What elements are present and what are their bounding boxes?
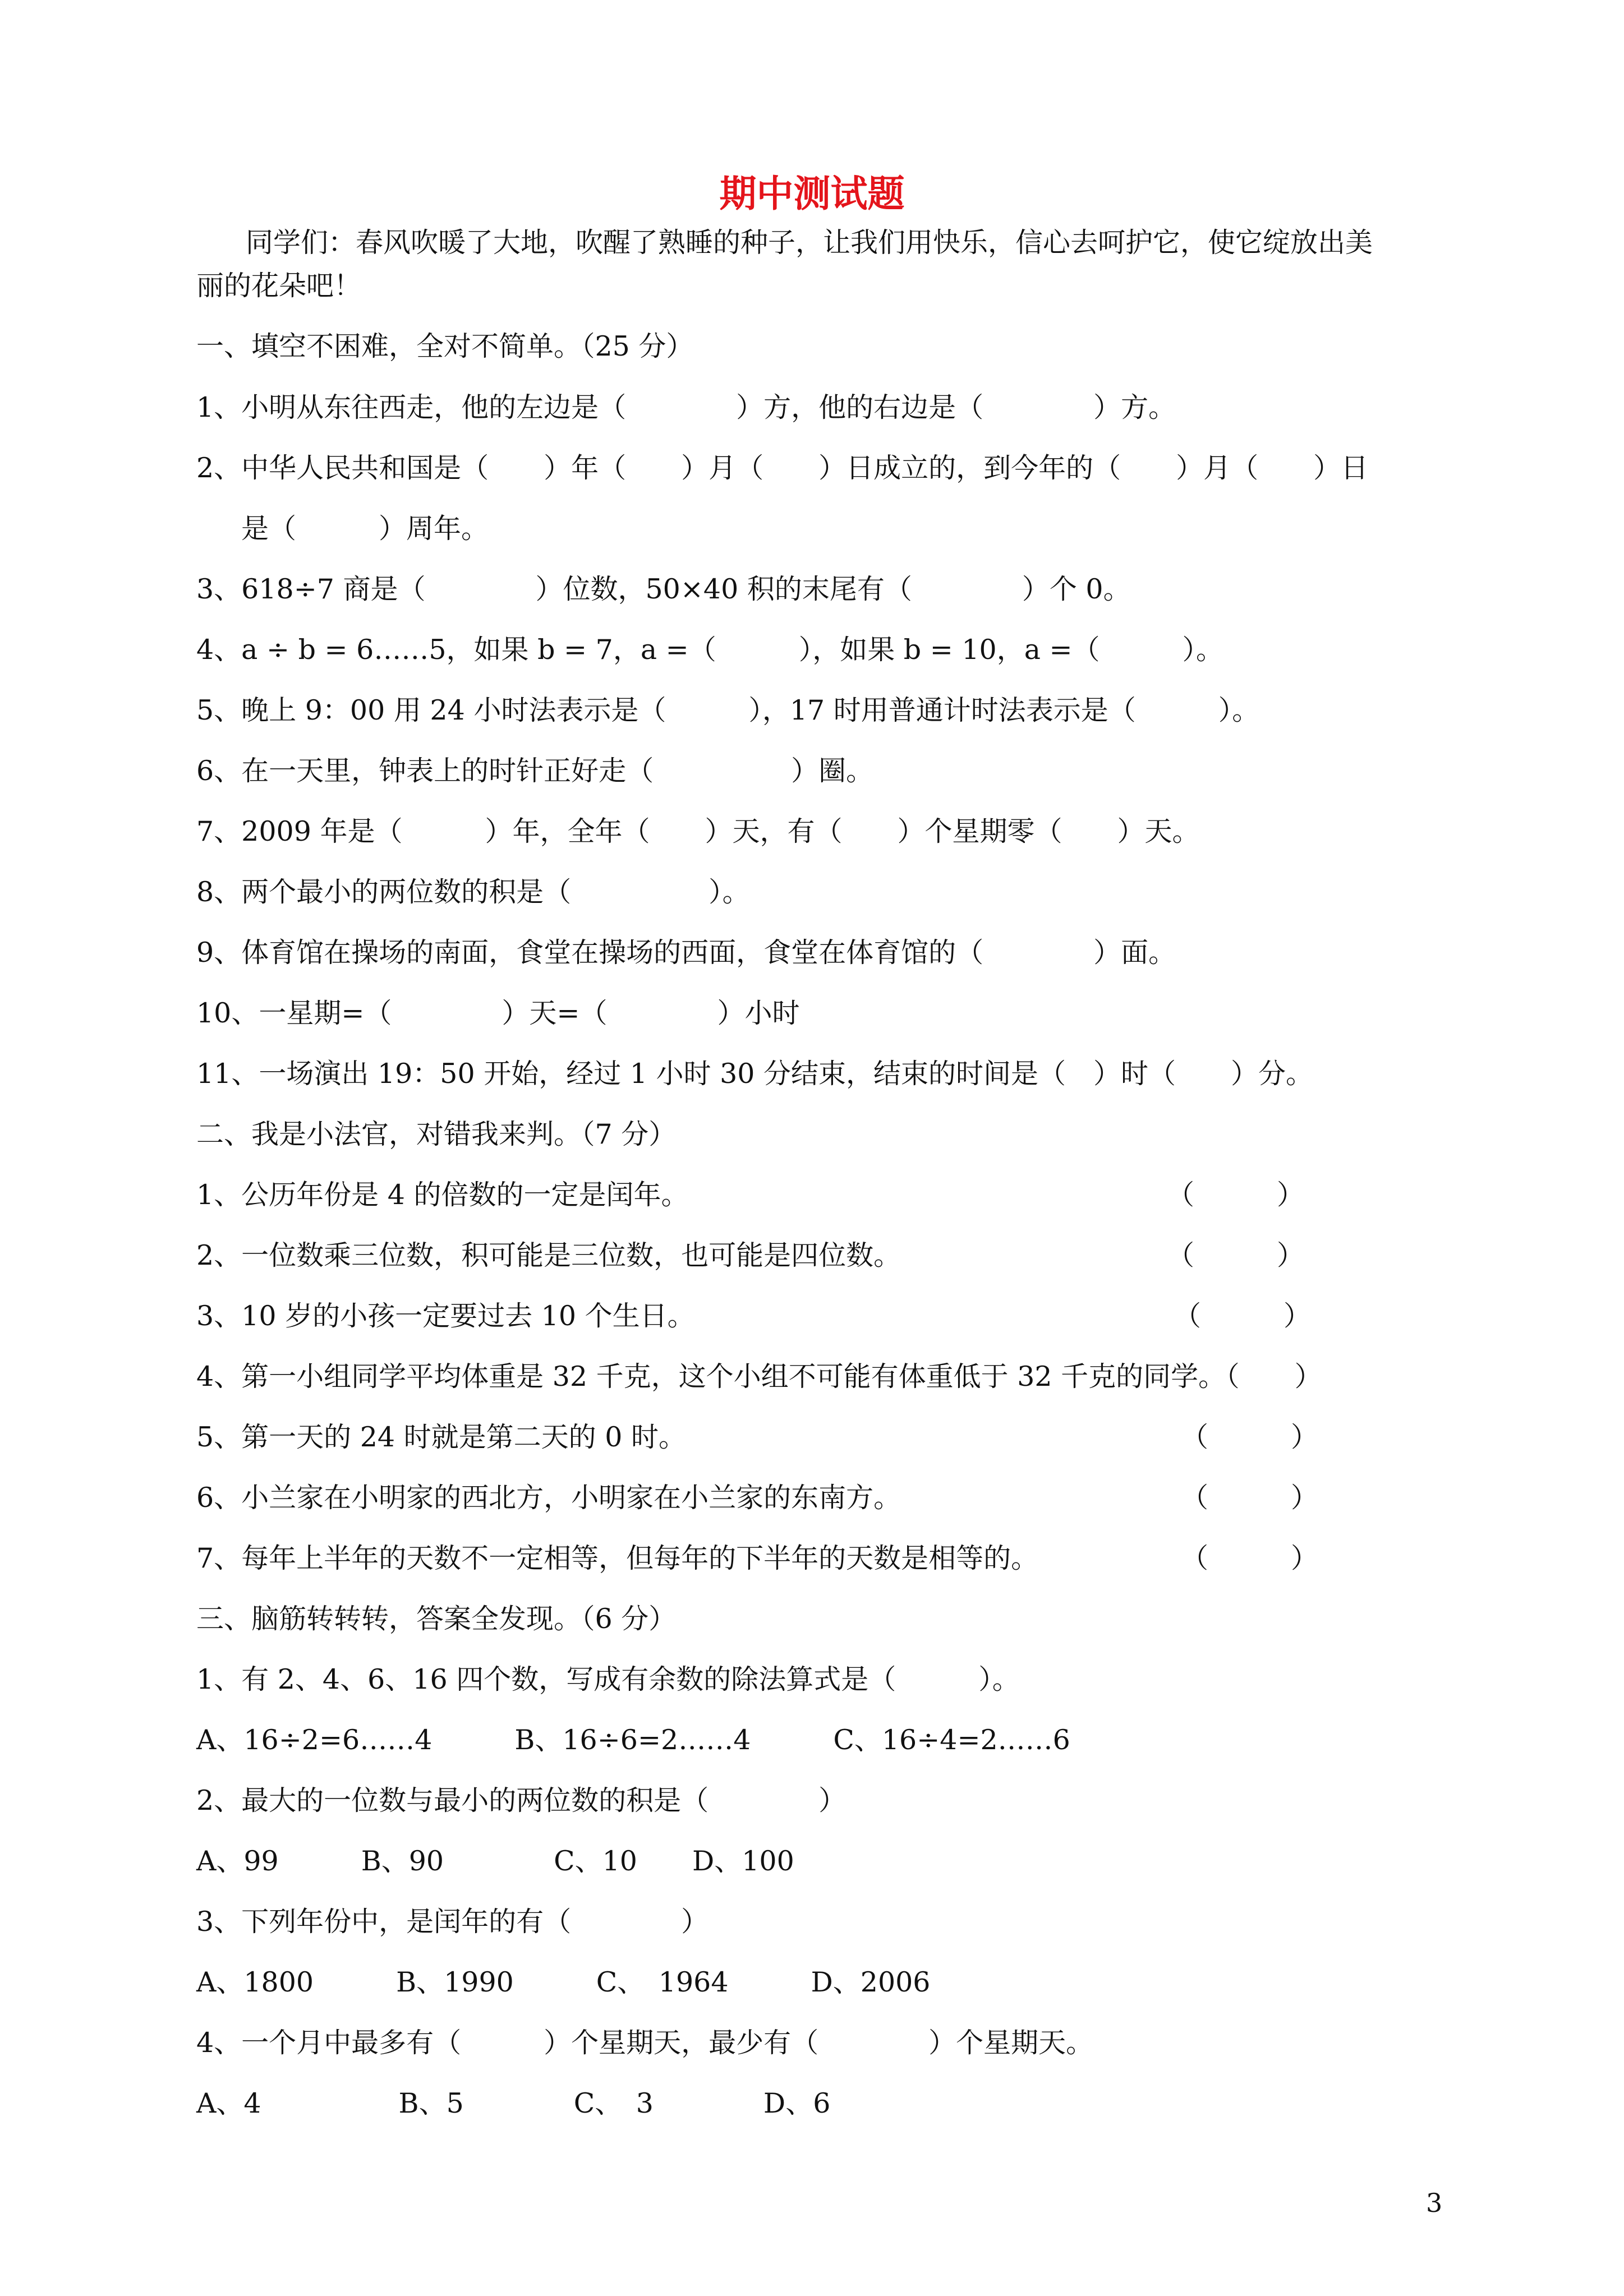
question-1-6: 6、在一天里，钟表上的时针正好走（ ）圈。 bbox=[196, 755, 874, 787]
question-1-7: 7、2009 年是（ ）年，全年（ ）天，有（ ）个星期零（ ）天。 bbox=[196, 815, 1200, 847]
section-1-heading: 一、填空不困难，全对不简单。（25 分） bbox=[196, 330, 694, 362]
intro-line-1: 同学们：春风吹暖了大地，吹醒了熟睡的种子，让我们用快乐，信心去呵护它，使它绽放出美 bbox=[246, 227, 1373, 259]
judge-2-bracket: （ ） bbox=[1167, 1239, 1305, 1271]
page-title: 期中测试题 bbox=[719, 172, 905, 215]
choice-2: 2、最大的一位数与最小的两位数的积是（ ） bbox=[196, 1785, 846, 1816]
judge-6-bracket: （ ） bbox=[1181, 1482, 1319, 1514]
question-1-3: 3、618÷7 商是（ ）位数，50×40 积的末尾有（ ）个 0。 bbox=[196, 573, 1131, 605]
question-1-10: 10、一星期=（ ）天=（ ）小时 bbox=[196, 997, 800, 1029]
question-1-4: 4、a ÷ b = 6……5，如果 b = 7，a =（ ），如果 b = 10，a =（ ）。 bbox=[196, 634, 1224, 666]
judge-3: 3、10 岁的小孩一定要过去 10 个生日。 bbox=[196, 1300, 695, 1332]
choice-4: 4、一个月中最多有（ ）个星期天，最少有（ ）个星期天。 bbox=[196, 2027, 1094, 2059]
judge-3-bracket: （ ） bbox=[1174, 1300, 1312, 1332]
choice-3-options: A、1800 B、1990 C、 1964 D、2006 bbox=[196, 1966, 931, 1998]
choice-1-options: A、16÷2=6……4 B、16÷6=2……4 C、16÷4=2……6 bbox=[196, 1724, 1070, 1756]
question-1-2: 2、中华人民共和国是（ ）年（ ）月（ ）日成立的，到今年的（ ）月（ ）日 bbox=[196, 452, 1369, 484]
choice-2-options: A、99 B、90 C、10 D、100 bbox=[196, 1845, 794, 1877]
judge-7: 7、每年上半年的天数不一定相等，但每年的下半年的天数是相等的。 bbox=[196, 1542, 1039, 1574]
judge-7-bracket: （ ） bbox=[1181, 1542, 1319, 1574]
choice-3: 3、下列年份中，是闰年的有（ ） bbox=[196, 1906, 709, 1938]
page-number: 3 bbox=[1426, 2188, 1443, 2218]
judge-6: 6、小兰家在小明家的西北方，小明家在小兰家的东南方。 bbox=[196, 1482, 901, 1514]
question-1-5: 5、晚上 9：00 用 24 小时法表示是（ ），17 时用普通计时法表示是（ ）。 bbox=[196, 694, 1260, 726]
judge-1: 1、公历年份是 4 的倍数的一定是闰年。 bbox=[196, 1179, 689, 1211]
choice-4-options: A、4 B、5 C、 3 D、6 bbox=[196, 2087, 831, 2119]
judge-5-bracket: （ ） bbox=[1181, 1421, 1319, 1453]
choice-1: 1、有 2、4、6、16 四个数，写成有余数的除法算式是（ ）。 bbox=[196, 1663, 1020, 1695]
section-2-heading: 二、我是小法官，对错我来判。（7 分） bbox=[196, 1118, 677, 1150]
judge-1-bracket: （ ） bbox=[1167, 1179, 1305, 1211]
section-3-heading: 三、脑筋转转转，答案全发现。（6 分） bbox=[196, 1603, 677, 1635]
question-1-11: 11、一场演出 19：50 开始，经过 1 小时 30 分结束，结束的时间是（ ）时（ ）分。 bbox=[196, 1058, 1314, 1090]
judge-5: 5、第一天的 24 时就是第二天的 0 时。 bbox=[196, 1421, 687, 1453]
judge-4: 4、第一小组同学平均体重是 32 千克，这个小组不可能有体重低于 32 千克的同学。（ ） bbox=[196, 1361, 1322, 1393]
judge-2: 2、一位数乘三位数，积可能是三位数，也可能是四位数。 bbox=[196, 1239, 901, 1271]
question-1-1: 1、小明从东往西走，他的左边是（ ）方，他的右边是（ ）方。 bbox=[196, 391, 1176, 423]
question-1-2-cont: 是（ ）周年。 bbox=[241, 513, 489, 545]
intro-line-2: 丽的花朵吧！ bbox=[196, 270, 362, 302]
question-1-8: 8、两个最小的两位数的积是（ ）。 bbox=[196, 876, 750, 908]
question-1-9: 9、体育馆在操场的南面，食堂在操场的西面，食堂在体育馆的（ ）面。 bbox=[196, 937, 1176, 969]
